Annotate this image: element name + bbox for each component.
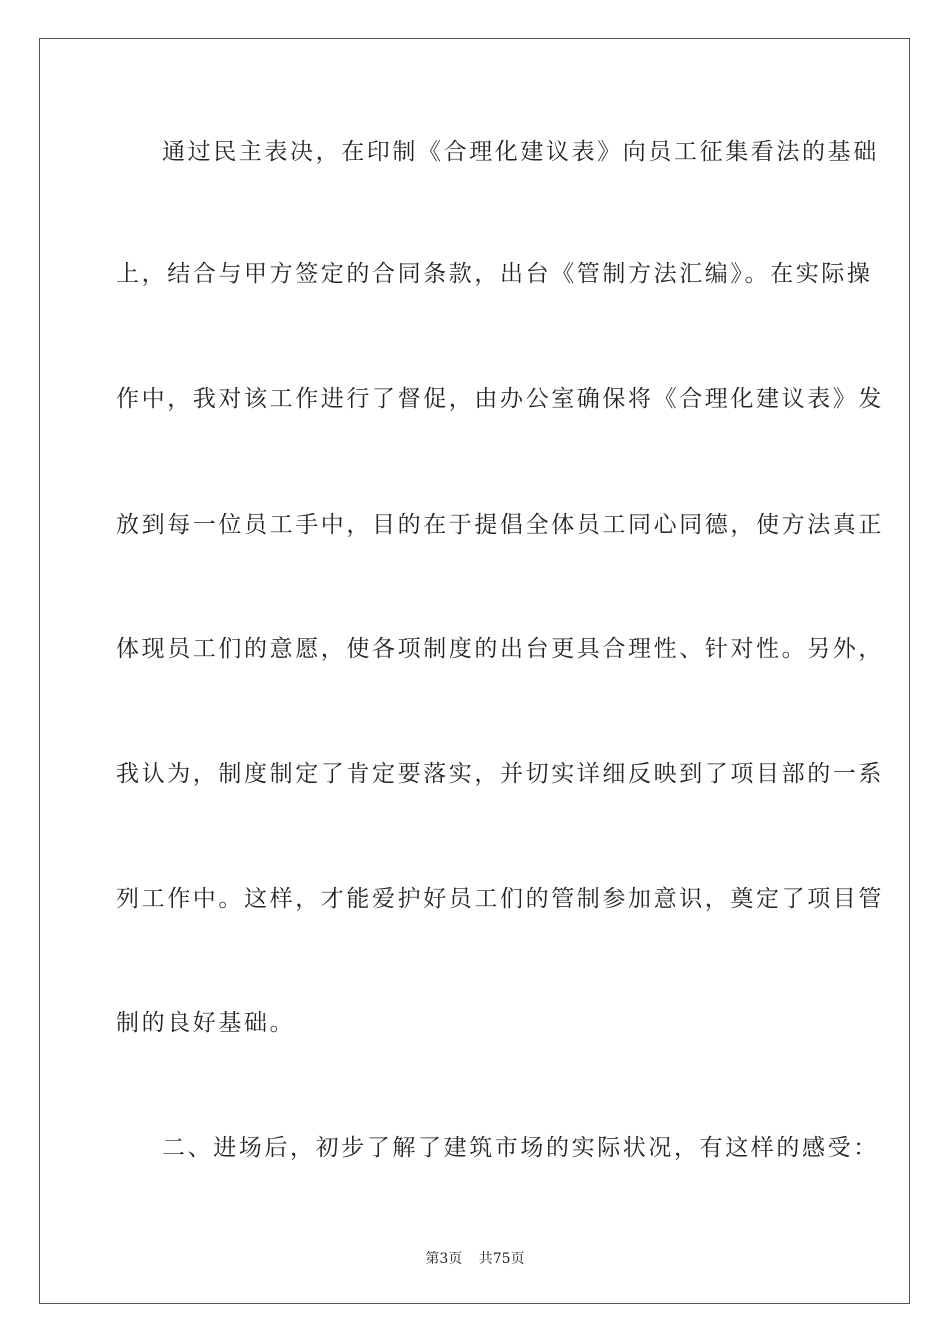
page-total: 共75页 [478, 1251, 525, 1267]
section-heading-line: 二、进场后，初步了解了建筑市场的实际状况，有这样的感受： [162, 1135, 879, 1161]
body-text-line-5: 体现员工们的意愿，使各项制度的出台更具合理性、针对性。另外， [116, 636, 884, 662]
page-number: 第3页 [425, 1251, 463, 1267]
body-text-line-8: 制的良好基础。 [116, 1010, 296, 1036]
page-border [39, 38, 910, 1304]
body-text-line-4: 放到每一位员工手中，目的在于提倡全体员工同心同德，使方法真正 [116, 512, 884, 538]
body-text-line-3: 作中，我对该工作进行了督促，由办公室确保将《合理化建议表》发 [116, 386, 884, 412]
body-text-line-2: 上，结合与甲方签定的合同条款，出台《管制方法汇编》。在实际操 [116, 261, 873, 287]
page-footer [0, 1248, 950, 1268]
body-text-line-6: 我认为，制度制定了肯定要落实，并切实详细反映到了项目部的一系 [116, 761, 884, 787]
body-text-line-7: 列工作中。这样，才能爱护好员工们的管制参加意识，奠定了项目管 [116, 886, 884, 912]
body-text-line-1: 通过民主表决，在印制《合理化建议表》向员工征集看法的基础 [162, 139, 879, 165]
